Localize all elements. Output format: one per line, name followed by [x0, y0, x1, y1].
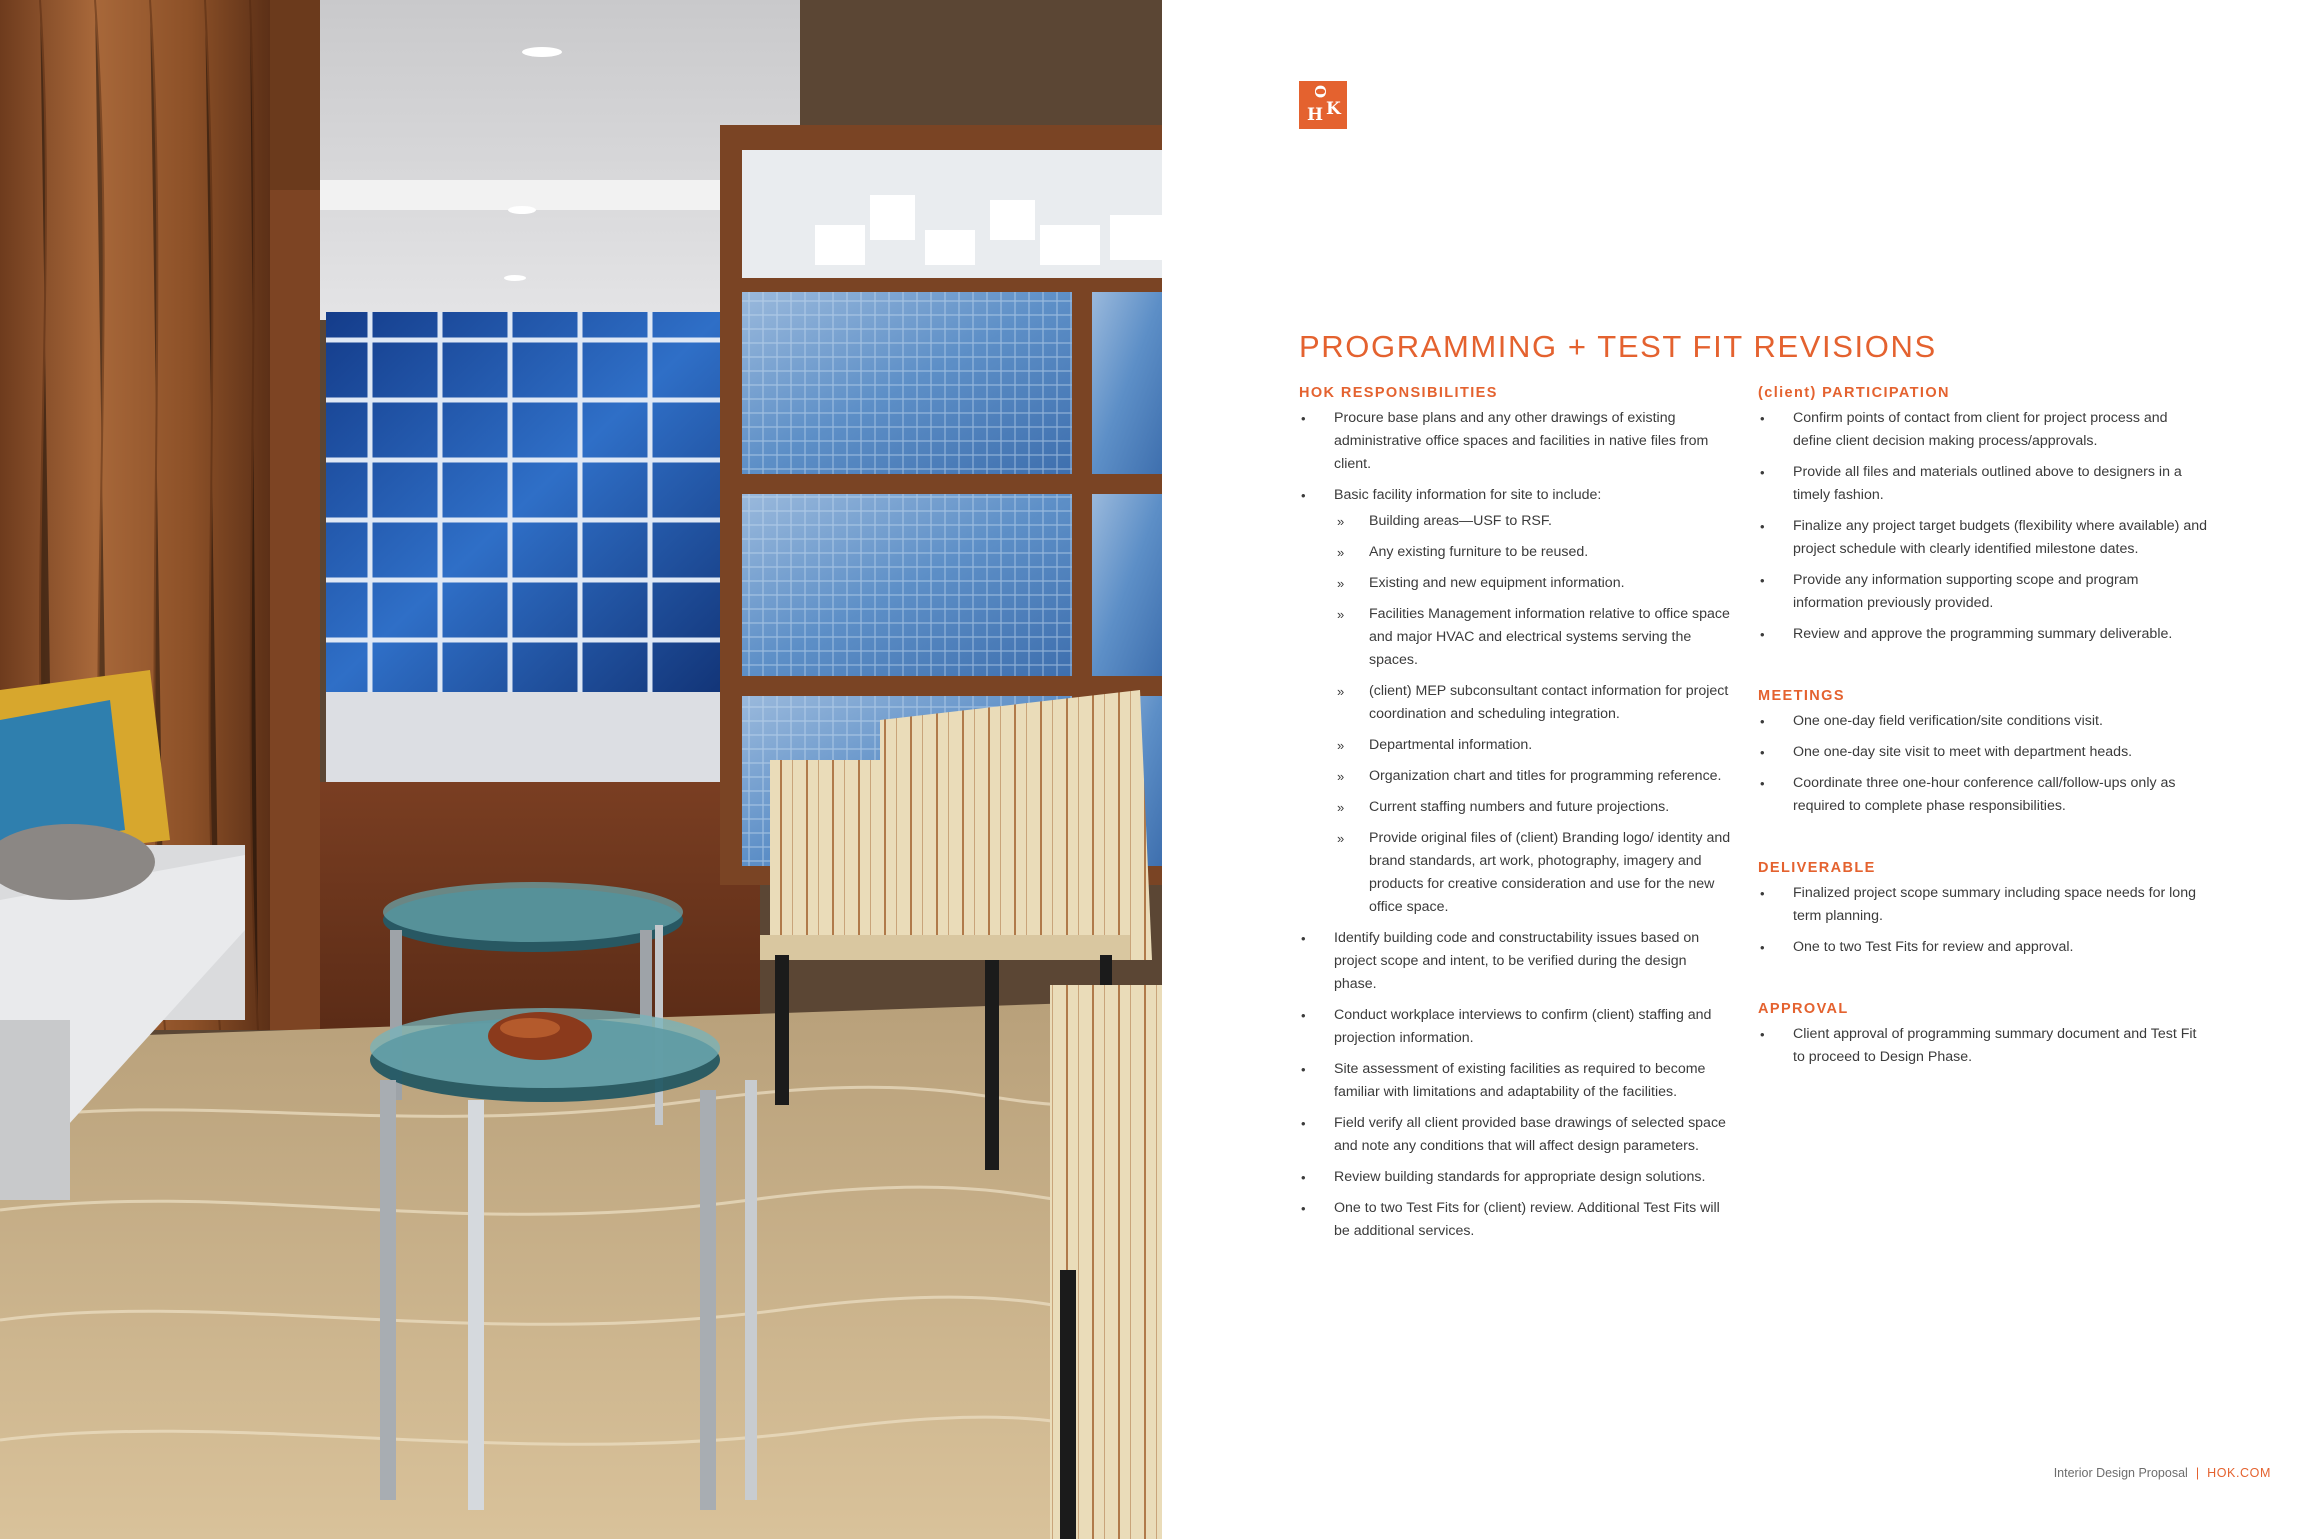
list-item: • One one-day field verification/site conditions visit.	[1758, 710, 2208, 733]
footer-website-link[interactable]: HOK.COM	[2207, 1466, 2271, 1480]
list-item-text: Basic facility information for site to include:	[1334, 487, 1602, 503]
logo-letter-h: H	[1307, 105, 1324, 125]
list-item: • Conduct workplace interviews to confirm (client) staffing and projection information.	[1299, 1004, 1731, 1050]
logo-letter-k: K	[1326, 99, 1341, 119]
section-heading-participation	[1758, 384, 2208, 402]
client-participation-section	[1758, 384, 2208, 646]
list-item: • Provide all files and materials outlined above to designers in a timely fashion.	[1758, 461, 2208, 507]
sub-list-item: » (client) MEP subconsultant contact information for project coordination and scheduling integration.	[1299, 680, 1731, 726]
participation-heading-text: PARTICIPATION	[1816, 385, 1950, 401]
list-item: • One to two Test Fits for (client) review. Additional Test Fits will be additional services.	[1299, 1197, 1731, 1243]
list-item: • Finalized project scope summary including space needs for long term planning.	[1758, 882, 2208, 928]
meetings-list	[1758, 710, 2208, 818]
responsibilities-list	[1299, 407, 1731, 1243]
text-page	[1162, 0, 2319, 1539]
section-heading-hok-responsibilities: HOK RESPONSIBILITIES	[1299, 385, 1498, 401]
meetings-section	[1758, 687, 2208, 818]
hok-logo	[1299, 81, 1347, 129]
list-item: • Coordinate three one-hour conference call/follow-ups only as required to complete phase responsibilities.	[1758, 772, 2208, 818]
sub-list-item: » Departmental information.	[1299, 734, 1731, 757]
deliverable-section	[1758, 859, 2208, 959]
list-item: • Provide any information supporting scope and program information previously provided.	[1758, 569, 2208, 615]
responsibilities-column	[1299, 384, 1731, 1266]
list-item: • Site assessment of existing facilities as required to become familiar with limitations and adaptability of the facilities.	[1299, 1058, 1731, 1104]
sub-list-item: » Current staffing numbers and future projections.	[1299, 796, 1731, 819]
footer-document-name: Interior Design Proposal	[2053, 1466, 2188, 1480]
list-item: • Identify building code and constructability issues based on project scope and intent, to be verified during the design phase.	[1299, 927, 1731, 996]
footer-separator: |	[2195, 1466, 2200, 1480]
list-item	[1299, 484, 1731, 919]
participation-list	[1758, 407, 2208, 646]
sub-list-item: » Existing and new equipment information.	[1299, 572, 1731, 595]
logo-letter-o: O	[1311, 84, 1330, 99]
list-item: • Field verify all client provided base drawings of selected space and note any conditions that will affect design parameters.	[1299, 1112, 1731, 1158]
client-placeholder: (client)	[1758, 385, 1817, 401]
hok-responsibilities-section	[1299, 384, 1731, 1243]
list-item: • One one-day site visit to meet with department heads.	[1758, 741, 2208, 764]
sub-list-item: » Organization chart and titles for programming reference.	[1299, 765, 1731, 788]
section-heading-approval: APPROVAL	[1758, 1001, 1849, 1017]
list-item: • Client approval of programming summary document and Test Fit to proceed to Design Phase.	[1758, 1023, 2208, 1069]
sub-list-item: » Any existing furniture to be reused.	[1299, 541, 1731, 564]
participation-column	[1758, 384, 2208, 1110]
sub-list-item: » Facilities Management information relative to office space and major HVAC and electrical systems serving the spaces.	[1299, 603, 1731, 672]
list-item: • Review and approve the programming summary deliverable.	[1758, 623, 2208, 646]
list-item: • One to two Test Fits for review and approval.	[1758, 936, 2208, 959]
section-heading-meetings: MEETINGS	[1758, 688, 1845, 704]
sub-list-item: » Provide original files of (client) Branding logo/ identity and brand standards, art work, photography, imagery and products for creative consideration and use for the new office space.	[1299, 827, 1731, 919]
list-item: • Review building standards for appropriate design solutions.	[1299, 1166, 1731, 1189]
list-item: • Confirm points of contact from client for project process and define client decision making process/approvals.	[1758, 407, 2208, 453]
list-item: • Finalize any project target budgets (flexibility where available) and project schedule with clearly identified milestone dates.	[1758, 515, 2208, 561]
section-heading-deliverable: DELIVERABLE	[1758, 860, 1876, 876]
approval-list	[1758, 1023, 2208, 1069]
page-title: PROGRAMMING + TEST FIT REVISIONS	[1299, 329, 1937, 364]
page-footer	[2054, 1466, 2271, 1480]
facility-info-sublist	[1334, 510, 1731, 919]
deliverable-list	[1758, 882, 2208, 959]
approval-section	[1758, 1000, 2208, 1069]
list-item: • Procure base plans and any other drawings of existing administrative office spaces and facilities in native files from client.	[1299, 407, 1731, 476]
sub-list-item: » Building areas—USF to RSF.	[1299, 510, 1731, 533]
